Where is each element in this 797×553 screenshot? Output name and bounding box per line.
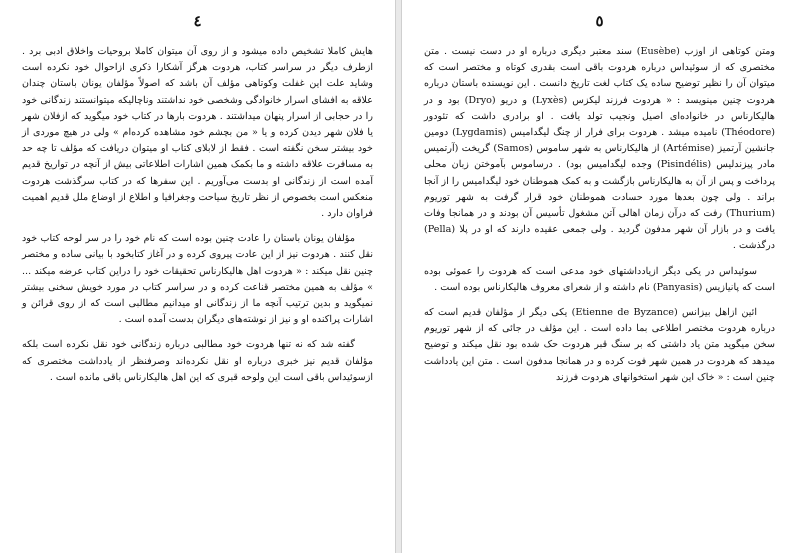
paragraph: سوئیداس در یکی دیگر ازیادداشتهای خود مدعی است که هردوت را عموئی بوده است که پانیازیس (Panyasis) نام داشته و از شعرای معروف هالیکارناس بوده است .	[424, 265, 775, 293]
page-number: ٤	[193, 12, 202, 30]
paragraph: هایش کاملا تشخیص داده میشود و از روی آن میتوان کاملا بروحیات واخلاق ادبی برد . ازطرف دیگر در سراسر کتاب، هردوت هرگز آشکارا ذکری ازاحوال خود نکرده است وشاید علت این غفلت وکوتاهی مؤلف آن باشد که اصولاً مؤلفان یونان باستان چندان علاقه به افشای اسرار خانوادگی وشخصی خود نداشتند وناچالیکه میتوانستند زندگانی خود را در حجابی از اسرار پنهان میداشتند . هردوت بارها در کتاب خود میگوید که ازفلان شهر یا فلان شهر دیدن کرده و یا « من بچشم خود مشاهده کرده‌ام » ولی در هیچ موردی از خود بیشتر سخن نگفته است . فقط از لابلای کتاب او میتوان دریافت که مؤلف تا چه حد به مسافرت علاقه داشته و ما بکمک همین اشارات اطلاعاتی بیش از آنچه در تواریخ قدیم آمده است از زندگانی او بدست می‌آوریم . این سفرها که در کتاب سرگذشت هردوت منعکس است بخصوص از نظر تاریخ سیاحت وجغرافیا و اطلاع از اوضاع ملل قدیم اهمیت فراوان دارد .	[22, 46, 373, 220]
paragraph: مؤلفان یونان باستان را عادت چنین بوده است که نام خود را در سر لوحه کتاب خود نقل کنند . هردوت نیز از این عادت پیروی کرده و در آغاز کتابخود با بیانی ساده و مختصر چنین نقل میکند : « هردوت اهل هالیکارناس تحقیقات خود را دراین کتاب عرضه میکند ... » مؤلف به همین مختصر قناعت کرده و در سراسر کتاب در مورد خویش سخنی بیشتر نمیگوید و بدین ترتیب آنچه ما از زندگانی او میدانیم مطالبی است که از روی قرائن و اشارات پراکنده او و نیز از نوشته‌های دیگران بدست آمده است .	[22, 233, 373, 326]
page-body	[424, 44, 775, 386]
page-body	[22, 44, 373, 386]
page-number: ٥	[595, 12, 604, 30]
paragraph: ومتن کوتاهی از اوزب (Eusèbe) سند معتبر دیگری درباره او در دست نیست . متن مختصری که از سوئیداس درباره هردوت باقی است بقدری کوتاه و مختصر است که میتوان آن را نظیر توضیح ساده یک کتاب لغت تاریخ دانست . این نویسنده باستان درباره هردوت چنین مینویسد : « هردوت فرزند لیکزس (Lyxès) و دریو (Dryo) بود و در هالیکارناس در خانواده‌ای اصیل ونجیب تولد یافت . او برادری داشت که تئودور (Théodore) نامیده میشد . هردوت برای فرار از چنگ لیگدامیس (Lygdamis) دومین جانشین آرتمیز (Artémise) از هالیکارناس به شهر ساموس (Samos) گریخت (آرتمیس مادر پیزندلیس (Pisindélis) وجده لیگدامیس بود) . درساموس بآموختن زبان محلی پرداخت و پس از آن به هالیکارناس بازگشت و به کمک هموطنان خود لیگدامیس را از آنجا براند . ولی چون بعدها مورد حسادت هموطنان خود قرار گرفت به شهر توریوم (Thurium) رفت که درآن زمان اهالی آتن مشغول تأسیس آن بودند و در همانجا وفات یافت و در بازار آن شهر مدفون گردید . ولی جمعی عقیده دارند که او در پلا (Pella) درگذشت .	[424, 46, 775, 252]
paragraph: ائین ازاهل بیزانس (Etienne de Byzance) یکی دیگر از مؤلفان قدیم است که درباره هردوت مختصر اطلاعی بما داده است . این مؤلف در جائی که از شهر توریوم سخن میگوید متن یاد داشتی که بر سنگ قبر هردوت حک شده بود نقل میکند و توضیح میدهد که هردوت در همین شهر فوت کرده و در همانجا مدفون است . متن این یادداشت چنین است : « خاک این شهر استخوانهای هردوت فرزند	[424, 307, 775, 383]
paragraph: گفته شد که نه تنها هردوت خود مطالبی درباره زندگانی خود نقل نکرده است بلکه مؤلفان قدیم نیز خبری درباره او نقل نکرده‌اند وصرفنظر از یادداشت مختصری که ازسوئیداس باقی است این ولوحه قبری که این اهل هالیکارناس باقی مانده است .	[22, 339, 373, 383]
footnote	[22, 525, 373, 535]
left-page	[0, 0, 396, 553]
right-page	[401, 0, 797, 553]
